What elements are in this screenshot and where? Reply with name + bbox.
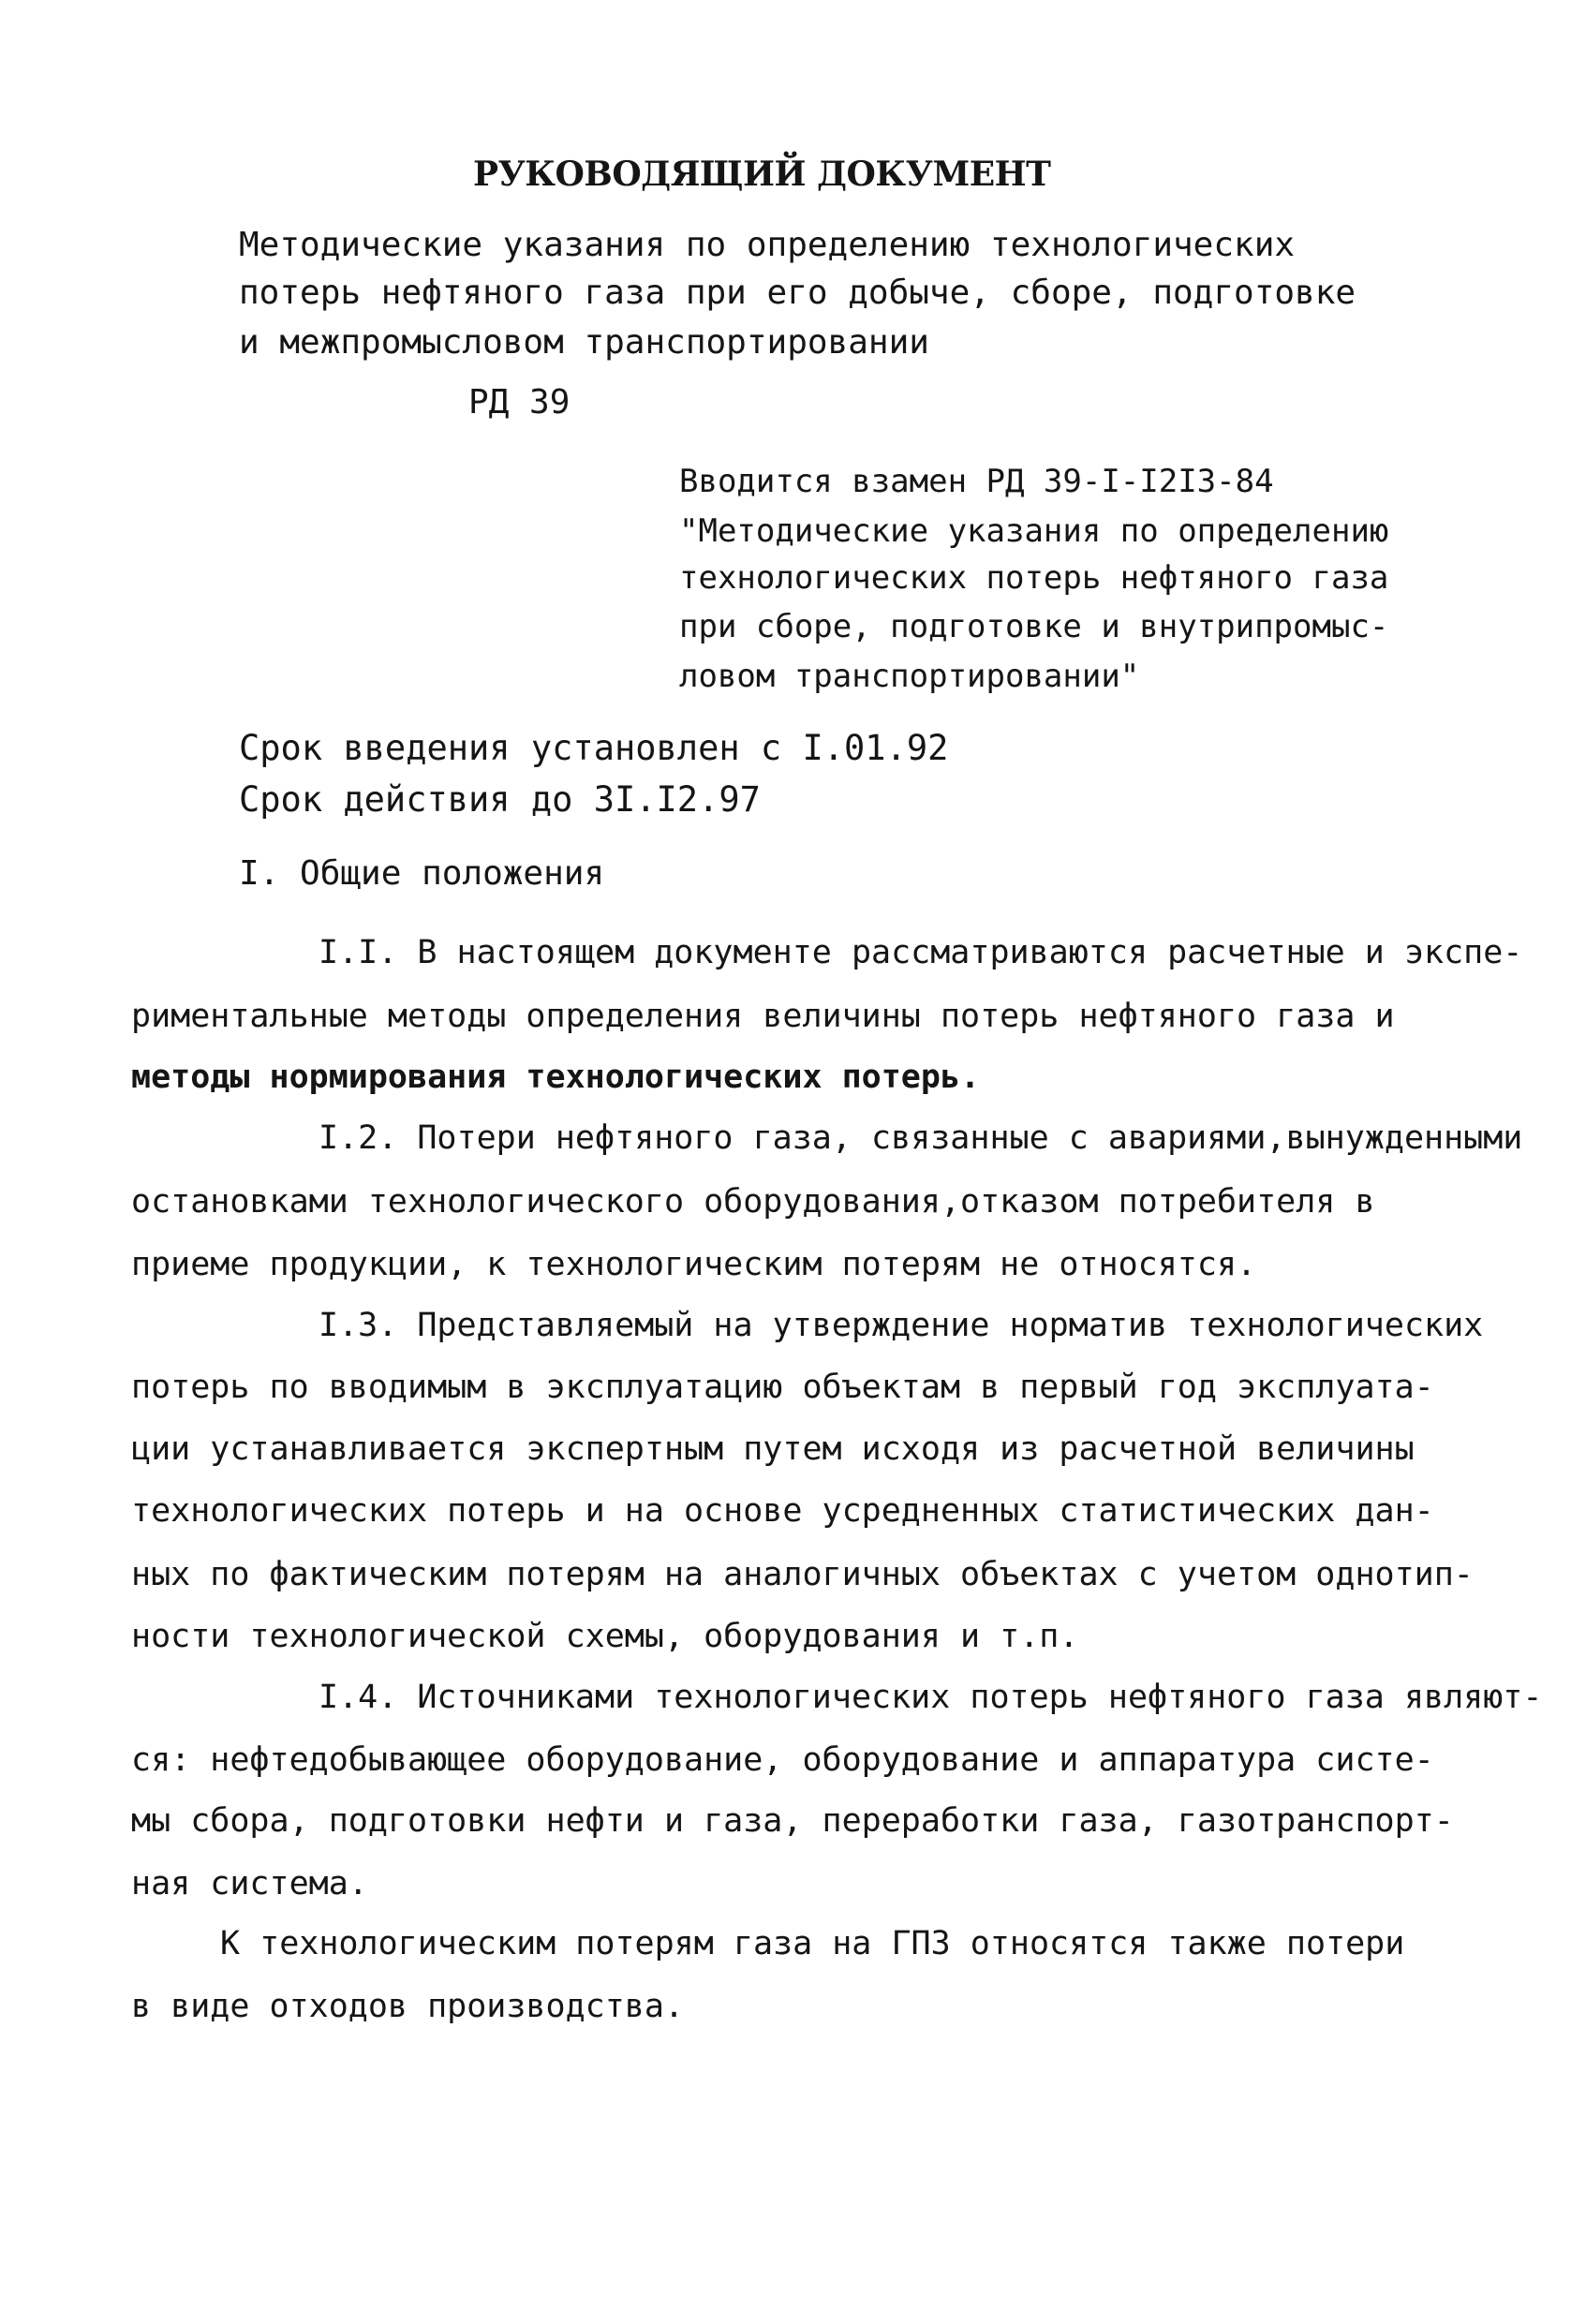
paragraph-line: технологических потерь и на основе усредненных статистических дан- xyxy=(131,1492,1434,1530)
paragraph-line: потерь по вводимым в эксплуатацию объектам в первый год эксплуата- xyxy=(131,1369,1434,1406)
document-title-line: потерь нефтяного газа при его добыче, сборе, подготовке xyxy=(239,274,1356,312)
paragraph-line: ная система. xyxy=(131,1865,368,1902)
paragraph-line: мы сбора, подготовки нефти и газа, переработки газа, газотранспорт- xyxy=(131,1802,1454,1840)
paragraph-line: I.3. Представляемый на утверждение норматив технологических xyxy=(319,1307,1484,1344)
replaces-note-line: при сборе, подготовке и внутрипромыс- xyxy=(679,608,1389,645)
document-heading: РУКОВОДЯЩИЙ ДОКУМЕНТ xyxy=(473,155,1051,194)
paragraph-line: ности технологической схемы, оборудования и т.п. xyxy=(131,1618,1079,1655)
paragraph-line: риментальные методы определения величины потерь нефтяного газа и xyxy=(131,998,1395,1035)
document-code: РД 39 xyxy=(468,383,571,422)
validity-date: Срок действия до 3I.I2.97 xyxy=(239,779,761,820)
replaces-note-line: технологических потерь нефтяного газа xyxy=(679,559,1389,597)
paragraph-line: I.4. Источниками технологических потерь нефтяного газа являют- xyxy=(319,1679,1543,1716)
document-title-line: и межпромысловом транспортировании xyxy=(239,323,929,362)
paragraph-line: I.2. Потери нефтяного газа, связанные с авариями,вынужденными xyxy=(319,1119,1523,1157)
document-title-line: Методические указания по определению технологических xyxy=(239,226,1296,264)
section-title: I. Общие положения xyxy=(239,854,605,893)
replaces-note-line: "Методические указания по определению xyxy=(679,512,1389,550)
paragraph-line: ных по фактическим потерям на аналогичных объектах с учетом однотип- xyxy=(131,1556,1474,1593)
paragraph-line: I.I. В настоящем документе рассматриваются расчетные и экспе- xyxy=(319,934,1523,971)
replaces-note-line: ловом транспортировании" xyxy=(679,658,1140,695)
paragraph-line: ся: нефтедобывающее оборудование, оборудование и аппаратура систе- xyxy=(131,1741,1434,1779)
paragraph-line: остановками технологического оборудования,отказом потребителя в xyxy=(131,1183,1375,1221)
introduction-date: Срок введения установлен с I.01.92 xyxy=(239,728,949,768)
paragraph-line: в виде отходов производства. xyxy=(131,1988,685,2025)
paragraph-line: ции устанавливается экспертным путем исходя из расчетной величины xyxy=(131,1430,1415,1468)
paragraph-line: К технологическим потерям газа на ГПЗ относятся также потери xyxy=(220,1925,1405,1962)
paragraph-line: приеме продукции, к технологическим потерям не относятся. xyxy=(131,1246,1257,1283)
replaces-note-line: Вводится взамен РД 39-I-I2I3-84 xyxy=(679,463,1274,500)
paragraph-line: методы нормирования технологических потерь. xyxy=(131,1058,981,1096)
